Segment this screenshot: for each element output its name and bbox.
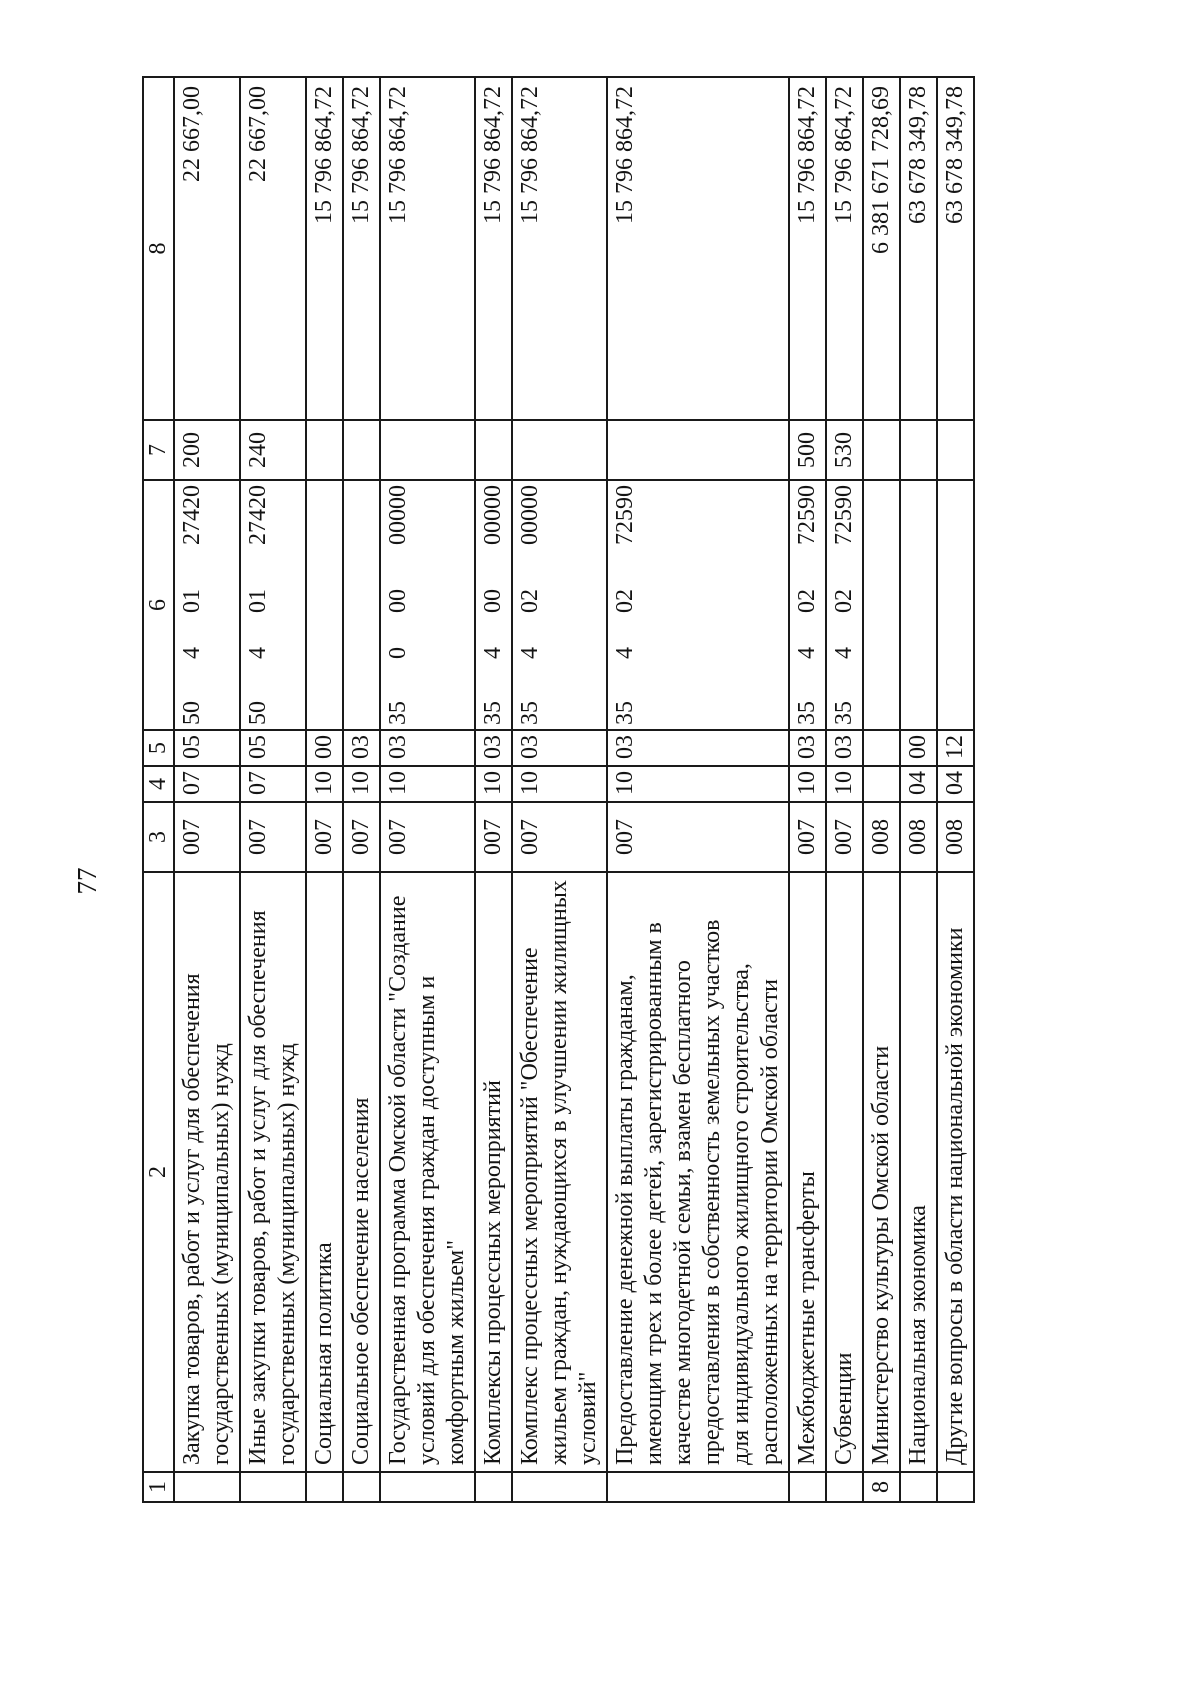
- cell-c3: 007: [311, 819, 337, 855]
- cell-cs1: 35: [794, 701, 820, 725]
- table-row: [900, 77, 937, 1502]
- cell-name: Другие вопросы в области национальной экономики: [942, 927, 968, 1465]
- admin-code: [240, 802, 306, 872]
- admin-code: [863, 802, 900, 872]
- cell-c8: 63 678 349,78: [942, 86, 968, 224]
- row-name: [826, 872, 863, 1472]
- cell-c3: 007: [612, 819, 638, 855]
- cell-c8: 15 796 864,72: [385, 86, 411, 224]
- amount: [789, 77, 826, 420]
- cell-c5: 00: [311, 735, 337, 759]
- subsection-code: [512, 730, 607, 766]
- admin-code: [380, 802, 475, 872]
- cell-c7: 530: [831, 432, 857, 468]
- target-article-code: [512, 480, 607, 730]
- subsection-code: [937, 730, 974, 766]
- expense-type-code: [174, 420, 240, 480]
- cell-c5: 05: [179, 735, 205, 759]
- cell-c8: 15 796 864,72: [480, 86, 506, 224]
- cell-c3: 007: [794, 819, 820, 855]
- cell-c4: 10: [831, 771, 857, 795]
- cell-cs2: 4: [245, 647, 271, 659]
- admin-code: [789, 802, 826, 872]
- column-header: 2: [143, 872, 174, 1472]
- amount: [380, 77, 475, 420]
- amount: [512, 77, 607, 420]
- admin-code: [174, 802, 240, 872]
- section-code: [863, 766, 900, 802]
- cell-name: Социальное обеспечение населения: [348, 1097, 374, 1465]
- cell-cs1: 35: [517, 701, 543, 725]
- cell-c4: 04: [942, 771, 968, 795]
- column-header: 4: [143, 766, 174, 802]
- row-number: [937, 1472, 974, 1502]
- cell-c3: 008: [942, 819, 968, 855]
- cell-cs1: 35: [480, 701, 506, 725]
- section-code: [826, 766, 863, 802]
- table-row: [343, 77, 380, 1502]
- cell-c4: 10: [517, 771, 543, 795]
- section-code: [380, 766, 475, 802]
- expense-type-code: [826, 420, 863, 480]
- table-row: [512, 77, 607, 1502]
- cell-c3: 007: [517, 819, 543, 855]
- amount: [607, 77, 789, 420]
- cell-cs4: 27420: [179, 485, 205, 545]
- cell-c8: 6 381 671 728,69: [868, 86, 894, 254]
- admin-code: [475, 802, 512, 872]
- amount: [343, 77, 380, 420]
- target-article-code: [343, 480, 380, 730]
- expense-type-code: [240, 420, 306, 480]
- cell-c3: 007: [348, 819, 374, 855]
- row-number: [380, 1472, 475, 1502]
- amount: [240, 77, 306, 420]
- cell-name: Предоставление денежной выплаты гражданам, имеющим трех и более детей, зарегистрированным в качестве многодетной семьи, взамен бесплатного предоставления в собственность земельных участков для индивидуального жилищного строительства, расположенных на территории Омской области: [612, 919, 783, 1465]
- header-row: [143, 77, 174, 1502]
- row-number: [240, 1472, 306, 1502]
- row-number: [512, 1472, 607, 1502]
- row-name: [863, 872, 900, 1472]
- expense-type-code: [900, 420, 937, 480]
- row-number: [607, 1472, 789, 1502]
- cell-c5: 12: [942, 735, 968, 759]
- expense-type-code: [789, 420, 826, 480]
- cell-c8: 15 796 864,72: [311, 86, 337, 224]
- subsection-code: [475, 730, 512, 766]
- admin-code: [343, 802, 380, 872]
- cell-c7: 240: [245, 432, 271, 468]
- admin-code: [512, 802, 607, 872]
- table-row: [863, 77, 900, 1502]
- cell-c4: 10: [311, 771, 337, 795]
- cell-name: Социальная политика: [311, 1242, 337, 1465]
- target-article-code: [900, 480, 937, 730]
- cell-c8: 22 667,00: [245, 86, 271, 182]
- subsection-code: [240, 730, 306, 766]
- target-article-code: [240, 480, 306, 730]
- expense-type-code: [512, 420, 607, 480]
- cell-c4: 04: [905, 771, 931, 795]
- cell-name: Государственная программа Омской области "Создание условий для обеспечения граждан доступным и комфортным жильем": [385, 895, 469, 1465]
- expense-type-code: [380, 420, 475, 480]
- cell-cs2: 4: [612, 647, 638, 659]
- section-code: [306, 766, 343, 802]
- amount: [475, 77, 512, 420]
- cell-c3: 007: [831, 819, 857, 855]
- expense-type-code: [306, 420, 343, 480]
- cell-c8: 63 678 349,78: [905, 86, 931, 224]
- row-name: [789, 872, 826, 1472]
- section-code: [240, 766, 306, 802]
- cell-cs3: 01: [179, 589, 205, 613]
- cell-cs4: 00000: [385, 485, 411, 545]
- subsection-code: [174, 730, 240, 766]
- target-article-code: [306, 480, 343, 730]
- row-name: [306, 872, 343, 1472]
- expense-type-code: [343, 420, 380, 480]
- row-name: [900, 872, 937, 1472]
- cell-c5: 03: [612, 735, 638, 759]
- table-row: [306, 77, 343, 1502]
- section-code: [607, 766, 789, 802]
- budget-table: [142, 76, 975, 1503]
- cell-cs3: 02: [612, 589, 638, 613]
- row-number: [789, 1472, 826, 1502]
- cell-c3: 007: [245, 819, 271, 855]
- cell-name: Комплекс процессных мероприятий "Обеспечение жильем граждан, нуждающихся в улучшении жилищных условий": [517, 880, 601, 1465]
- section-code: [900, 766, 937, 802]
- cell-cs3: 02: [794, 589, 820, 613]
- row-name: [512, 872, 607, 1472]
- expense-type-code: [863, 420, 900, 480]
- cell-cs4: 27420: [245, 485, 271, 545]
- amount: [937, 77, 974, 420]
- cell-name: Иные закупки товаров, работ и услуг для обеспечения государственных (муниципальных) нужд: [245, 910, 300, 1465]
- cell-c8: 15 796 864,72: [831, 86, 857, 224]
- row-number: [863, 1472, 900, 1502]
- cell-cs3: 02: [831, 589, 857, 613]
- cell-c5: 03: [794, 735, 820, 759]
- cell-name: Субвенции: [831, 1352, 857, 1465]
- cell-c7: 500: [794, 432, 820, 468]
- admin-code: [607, 802, 789, 872]
- cell-c3: 007: [385, 819, 411, 855]
- section-code: [512, 766, 607, 802]
- cell-cs4: 72590: [831, 485, 857, 545]
- expense-type-code: [607, 420, 789, 480]
- cell-cs1: 35: [831, 701, 857, 725]
- column-header: 3: [143, 802, 174, 872]
- amount: [826, 77, 863, 420]
- cell-cs1: 50: [245, 701, 271, 725]
- cell-c7: 200: [179, 432, 205, 468]
- column-header: 8: [143, 77, 174, 420]
- column-header: 5: [143, 730, 174, 766]
- subsection-code: [380, 730, 475, 766]
- subsection-code: [789, 730, 826, 766]
- cell-cs4: 72590: [612, 485, 638, 545]
- amount: [174, 77, 240, 420]
- cell-cs3: 00: [480, 589, 506, 613]
- cell-cs4: 72590: [794, 485, 820, 545]
- cell-c4: 07: [179, 771, 205, 795]
- section-code: [789, 766, 826, 802]
- cell-c8: 15 796 864,72: [794, 86, 820, 224]
- section-code: [174, 766, 240, 802]
- cell-cs2: 4: [179, 647, 205, 659]
- cell-c4: 07: [245, 771, 271, 795]
- cell-name: Комплексы процессных мероприятий: [480, 1080, 506, 1465]
- section-code: [475, 766, 512, 802]
- cell-cs1: 35: [612, 701, 638, 725]
- cell-c4: 10: [612, 771, 638, 795]
- target-article-code: [475, 480, 512, 730]
- cell-cs3: 00: [385, 589, 411, 613]
- cell-c8: 15 796 864,72: [517, 86, 543, 224]
- cell-cs4: 00000: [517, 485, 543, 545]
- cell-name: Межбюджетные трансферты: [794, 1171, 820, 1465]
- row-name: [380, 872, 475, 1472]
- admin-code: [306, 802, 343, 872]
- row-name: [343, 872, 380, 1472]
- row-name: [607, 872, 789, 1472]
- cell-c3: 008: [868, 819, 894, 855]
- subsection-code: [863, 730, 900, 766]
- cell-cs3: 02: [517, 589, 543, 613]
- row-number: [306, 1472, 343, 1502]
- cell-cs2: 4: [831, 647, 857, 659]
- cell-cs2: 0: [385, 647, 411, 659]
- admin-code: [937, 802, 974, 872]
- table-row: [607, 77, 789, 1502]
- table-row: [826, 77, 863, 1502]
- column-header: 7: [143, 420, 174, 480]
- row-name: [937, 872, 974, 1472]
- cell-c8: 22 667,00: [179, 86, 205, 182]
- cell-c4: 10: [348, 771, 374, 795]
- table-row: [937, 77, 974, 1502]
- row-number: [900, 1472, 937, 1502]
- table-row: [475, 77, 512, 1502]
- admin-code: [900, 802, 937, 872]
- page-number: 77: [72, 867, 102, 895]
- table-row: [240, 77, 306, 1502]
- cell-c3: 007: [179, 819, 205, 855]
- cell-c8: 15 796 864,72: [612, 86, 638, 224]
- subsection-code: [607, 730, 789, 766]
- cell-c4: 10: [385, 771, 411, 795]
- cell-c5: 03: [480, 735, 506, 759]
- cell-cs2: 4: [480, 647, 506, 659]
- cell-cs2: 4: [794, 647, 820, 659]
- cell-c5: 05: [245, 735, 271, 759]
- cell-cs4: 00000: [480, 485, 506, 545]
- cell-cs1: 50: [179, 701, 205, 725]
- cell-cs1: 35: [385, 701, 411, 725]
- target-article-code: [174, 480, 240, 730]
- row-number: [475, 1472, 512, 1502]
- section-code: [937, 766, 974, 802]
- subsection-code: [343, 730, 380, 766]
- row-number: [343, 1472, 380, 1502]
- cell-c5: 03: [831, 735, 857, 759]
- table-row: [380, 77, 475, 1502]
- cell-c5: 03: [385, 735, 411, 759]
- admin-code: [826, 802, 863, 872]
- target-article-code: [789, 480, 826, 730]
- amount: [900, 77, 937, 420]
- table-row: [789, 77, 826, 1502]
- amount: [863, 77, 900, 420]
- target-article-code: [937, 480, 974, 730]
- expense-type-code: [475, 420, 512, 480]
- cell-cs3: 01: [245, 589, 271, 613]
- row-name: [174, 872, 240, 1472]
- cell-c5: 00: [905, 735, 931, 759]
- subsection-code: [900, 730, 937, 766]
- target-article-code: [863, 480, 900, 730]
- subsection-code: [826, 730, 863, 766]
- target-article-code: [607, 480, 789, 730]
- subsection-code: [306, 730, 343, 766]
- cell-c8: 15 796 864,72: [348, 86, 374, 224]
- cell-c4: 10: [794, 771, 820, 795]
- row-number: [174, 1472, 240, 1502]
- target-article-code: [826, 480, 863, 730]
- section-code: [343, 766, 380, 802]
- cell-name: Министерство культуры Омской области: [868, 1045, 894, 1465]
- column-header: 1: [143, 1472, 174, 1502]
- cell-name: Закупка товаров, работ и услуг для обеспечения государственных (муниципальных) нужд: [179, 973, 234, 1465]
- table-row: [174, 77, 240, 1502]
- row-name: [475, 872, 512, 1472]
- cell-cs2: 4: [517, 647, 543, 659]
- column-header: 6: [143, 480, 174, 730]
- cell-c5: 03: [348, 735, 374, 759]
- target-article-code: [380, 480, 475, 730]
- row-name: [240, 872, 306, 1472]
- cell-num: 8: [868, 1481, 894, 1493]
- row-number: [826, 1472, 863, 1502]
- cell-c4: 10: [480, 771, 506, 795]
- cell-c3: 007: [480, 819, 506, 855]
- cell-c3: 008: [905, 819, 931, 855]
- amount: [306, 77, 343, 420]
- cell-name: Национальная экономика: [905, 1205, 931, 1465]
- cell-c5: 03: [517, 735, 543, 759]
- expense-type-code: [937, 420, 974, 480]
